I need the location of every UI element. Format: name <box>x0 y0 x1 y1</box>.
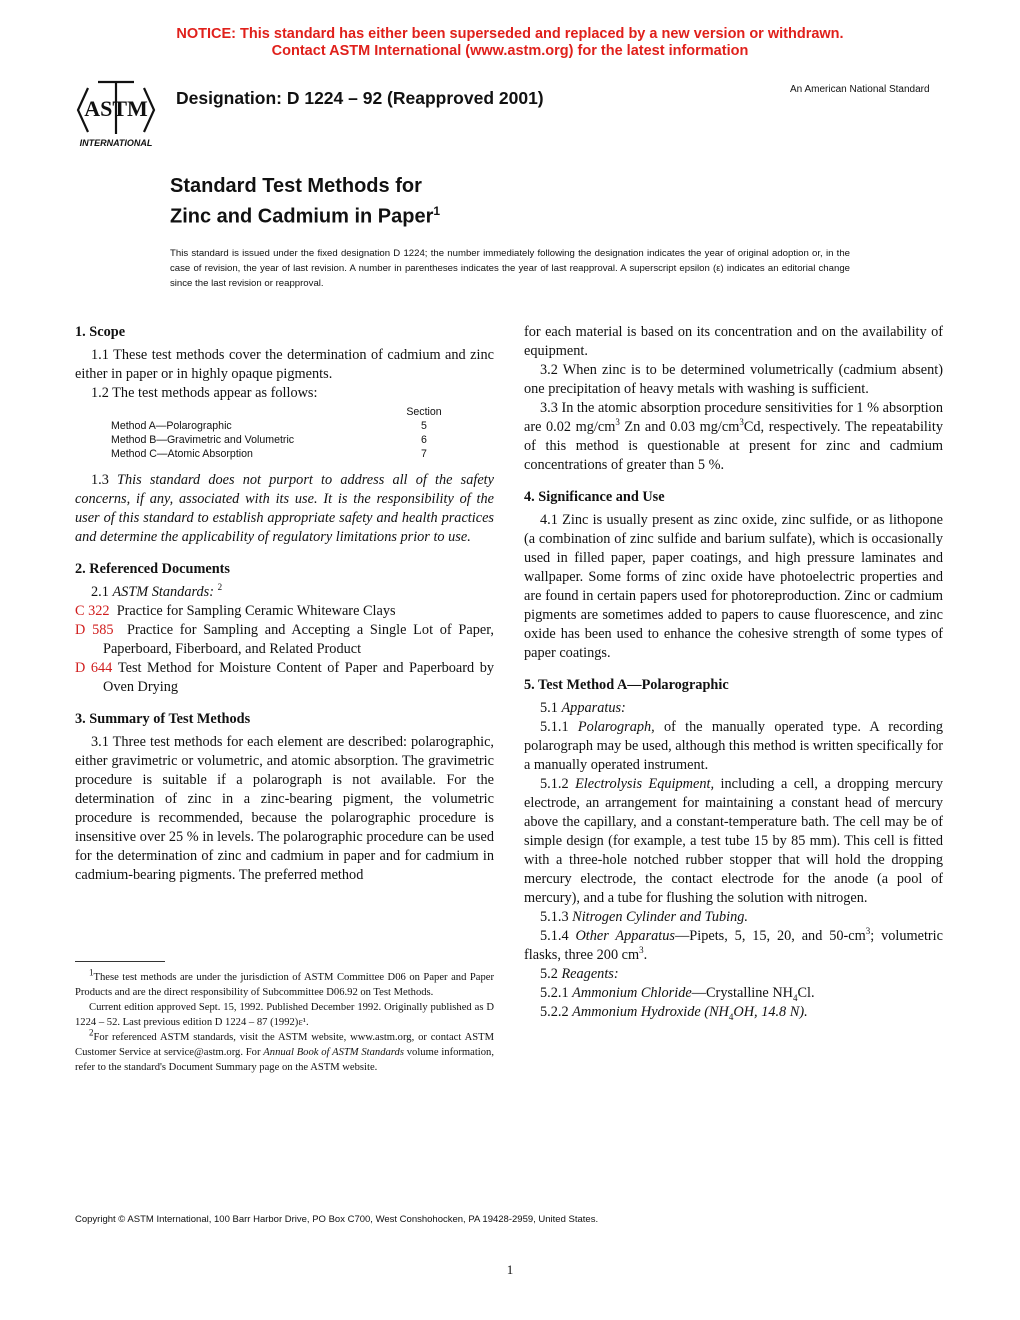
para-5-1: 5.1 Apparatus: <box>540 700 626 716</box>
section-column-header: Section <box>406 406 442 418</box>
para-5-2-2: 5.2.2 Ammonium Hydroxide ($NH_4OH$, 14.8 N). <box>540 1004 808 1022</box>
method-row: Method A—Polarographic 5 <box>111 420 427 432</box>
right-column <box>524 323 943 1022</box>
logo-subtext: INTERNATIONAL <box>79 138 153 148</box>
left-column <box>75 323 494 885</box>
issued-note: This standard is issued under the fixed designation D 1224; the number immediately following the designation indicates the year of original adoption or, in the case of revision, the year of last revision. A number in parentheses indicates the year of last reapproval. A superscript epsilon (ε) indicates an editorial change since the last revision or reapproval. <box>170 248 850 289</box>
para-3-3: 3.3 In the atomic absorption procedure sensitivities for 1 % absorption are 0.02 $mg/cm^3$ Zn and 0.03 $mg/cm^3Cd$, respectively. The repeatability of this method is questionable at present for zinc and cadmium concentrations of greater than 5 %. <box>524 400 944 473</box>
notice-line-2: Contact ASTM International (www.astm.org) for the latest information <box>271 43 749 59</box>
national-standard-label: An American National Standard <box>790 84 930 95</box>
designation: Designation: D 1224 – 92 (Reapproved 2001) <box>176 88 544 108</box>
title-footnote-mark: 1 <box>433 204 441 218</box>
significance-heading: 4. Significance and Use <box>524 489 665 505</box>
document-title <box>170 174 440 230</box>
para-2-1: 2.1 ASTM Standards: $^2$ <box>91 582 223 600</box>
para-3-1-continued: for each material is based on its concentration and on the availability of equipment. <box>524 324 943 359</box>
para-5-1-1: 5.1.1 Polarograph, of the manually operated type. A recording polarograph may be used, although this method is written specifically for a manually operated instrument. <box>524 719 943 773</box>
method-row: Method B—Gravimetric and Volumetric 6 <box>111 434 427 446</box>
para-5-1-2: 5.1.2 Electrolysis Equipment, including a cell, a dropping mercury electrode, an arrangement for maintaining a constant head of mercury above the capillary, and a constant-temperature bath. The cell may be of simple design (for example, a test tube 15 by 85 mm). This cell is fitted with a three-hole notched rubber stopper that will hold the dropping mercury electrode, the contact electrode for the anode (a pool of mercury), and a tube for flushing the solution with nitrogen. <box>524 776 943 906</box>
logo-text: ASTM <box>84 96 148 121</box>
footnote-rule <box>75 961 165 962</box>
ref-d644: D 644 Test Method for Moisture Content of Paper and Paperboard by Oven Drying <box>75 660 494 695</box>
para-3-2: 3.2 When zinc is to be determined volumetrically (cadmium absent) one precipitation of heavy metals with washing is sufficient. <box>524 362 943 397</box>
para-1-2: 1.2 The test methods appear as follows: <box>91 385 318 401</box>
referenced-heading: 2. Referenced Documents <box>75 561 230 577</box>
para-1-3: 1.3 This standard does not purport to address all of the safety concerns, if any, associated with its use. It is the responsibility of the user of this standard to establish appropriate safety and health practices and determine the applicability of regulatory limitations prior to use. <box>75 472 494 545</box>
method-a-heading: 5. Test Method A—Polarographic <box>524 677 729 693</box>
summary-heading: 3. Summary of Test Methods <box>75 711 251 727</box>
page-number: 1 <box>506 1262 514 1277</box>
para-5-2: 5.2 Reagents: <box>540 966 619 982</box>
para-5-1-3: 5.1.3 Nitrogen Cylinder and Tubing. <box>540 909 748 925</box>
scope-heading: 1. Scope <box>75 324 126 340</box>
footnote-1: $^1$These test methods are under the jurisdiction of ASTM Committee D06 on Paper and Paper Products and are the direct responsibility of Subcommittee D06.92 on Test Methods. <box>75 967 494 998</box>
para-3-1: 3.1 Three test methods for each element are described: polarographic, either gravimetric or volumetric, and atomic absorption. The gravimetric procedure is suitable if a polarograph is not available. For the determination of zinc in a zinc-bearing pigment, the volumetric procedure is recommended, because the polarographic procedure is insensitive over 25 % in levels. The polarographic procedure can be used for the determination of zinc and cadmium in paper and for cadmium in cadmium-bearing pigments. The preferred method <box>75 734 494 883</box>
footnotes <box>75 967 494 1075</box>
footnote-1b: Current edition approved Sept. 15, 1992. Published December 1992. Originally published as D 1224 – 52. Last previous edition D 1224 – 87 (1992)ε¹. <box>75 1002 494 1028</box>
astm-logo <box>68 72 164 152</box>
ref-link-d585[interactable]: D 585 <box>75 622 114 638</box>
notice-banner <box>0 26 1020 60</box>
title-line-2: Zinc and Cadmium in Paper$^1$ <box>170 204 441 228</box>
ref-link-c322[interactable]: C 322 <box>75 603 110 619</box>
ref-d585: D 585 Practice for Sampling and Accepting a Single Lot of Paper, Paperboard, Fiberboard, and Related Product <box>75 622 494 657</box>
ref-c322: C 322 Practice for Sampling Ceramic Whiteware Clays <box>75 603 396 619</box>
copyright: Copyright © ASTM International, 100 Barr Harbor Drive, PO Box C700, West Conshohocken, PA 19428-2959, United States. <box>75 1214 599 1225</box>
para-1-1: 1.1 These test methods cover the determination of cadmium and zinc either in paper or in highly opaque pigments. <box>75 347 494 382</box>
footnote-2: $^2$For referenced ASTM standards, visit the ASTM website, www.astm.org, or contact ASTM Customer Service at service@astm.org. For Annual Book of ASTM Standards volume information, refer to the standard's Document Summary page on the ASTM website. <box>75 1027 494 1073</box>
title-line-1: Standard Test Methods for <box>170 175 422 197</box>
method-row: Method C—Atomic Absorption 7 <box>111 448 427 460</box>
methods-table <box>75 405 494 461</box>
para-5-2-1: 5.2.1 Ammonium Chloride—Crystalline $NH_4Cl$. <box>540 985 815 1003</box>
notice-line-1: NOTICE: This standard has either been superseded and replaced by a new version or withdrawn. <box>176 26 844 42</box>
para-4-1: 4.1 Zinc is usually present as zinc oxide, zinc sulfide, or as lithopone (a combination of zinc sulfide and barium sulfate), which is occasionally used in filled paper, paper coatings, and high pressure laminates and wallpaper. Some forms of zinc oxide have photoelectric properties and are found in certain papers used for photoreproduction. Zinc or cadmium pigments are sometimes added to papers to cause fluorescence, and zinc oxide has been used to enhance the cohesive strength of some types of paper coatings. <box>524 512 943 661</box>
ref-link-d644[interactable]: D 644 <box>75 660 113 676</box>
para-5-1-4: 5.1.4 Other Apparatus—Pipets, 5, 15, 20, and $50-cm^3$; volumetric flasks, three 200 $cm^3$. <box>524 926 943 963</box>
